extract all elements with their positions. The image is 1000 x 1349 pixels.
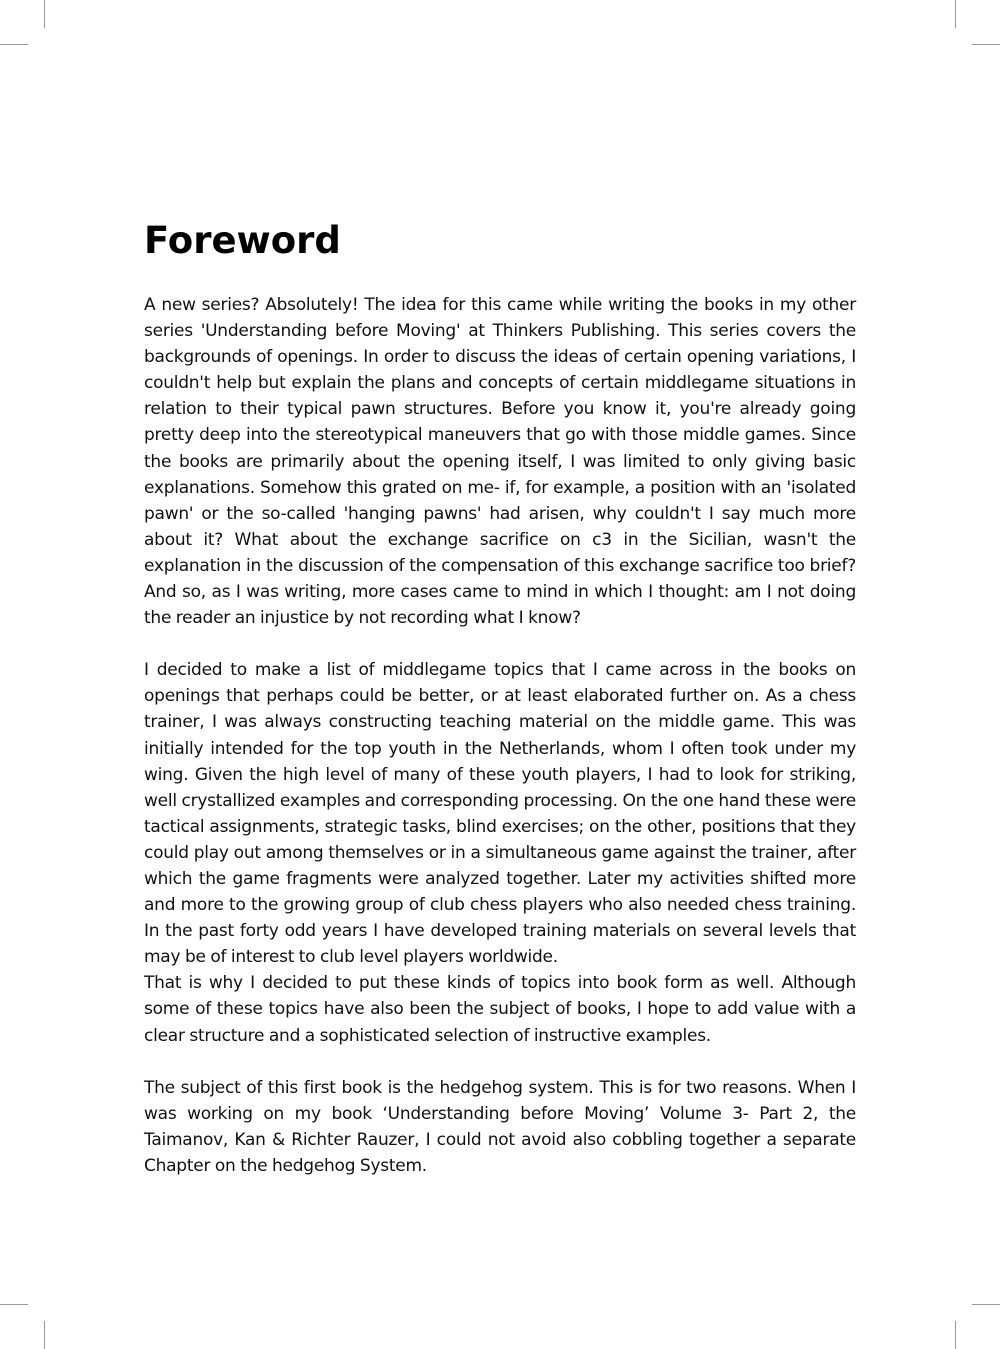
page-title: Foreword bbox=[144, 219, 341, 262]
crop-mark-top-right-horizontal bbox=[972, 44, 1000, 45]
crop-mark-bottom-right-horizontal bbox=[972, 1304, 1000, 1305]
paragraph-1: A new series? Absolutely! The idea for this came while writing the books in my other series 'Understanding before Moving' at Thinkers Publishing. This series covers the backgrounds of openings. In order to discuss the ideas of certain opening variations, I couldn't help but explain the plans and concepts of certain middlegame situations in relation to their typical pawn structures. Before you know it, you're already going pretty deep into the stereotypical maneuvers that go with those middle games. Since the books are primarily about the opening itself, I was limited to only giving basic explanations. Somehow this grated on me- if, for example, a position with an 'isolated pawn' or the so-called 'hanging pawns' had arisen, why couldn't I say much more about it? What about the exchange sacrifice on c3 in the Sicilian, wasn't the explanation in the discussion of the compensation of this exchange sacrifice too brief? And so, as I was writing, more cases came to mind in which I thought: am I not doing the reader an injustice by not recording what I know? bbox=[144, 295, 856, 629]
crop-mark-bottom-left-vertical bbox=[44, 1321, 45, 1349]
crop-mark-top-left-horizontal bbox=[0, 44, 28, 45]
crop-mark-top-right-vertical bbox=[955, 0, 956, 28]
crop-mark-top-left-vertical bbox=[44, 0, 45, 28]
paragraph-3: That is why I decided to put these kinds of topics into book form as well. Although some of these topics have also been the subject of books, I hope to add value with a clear structure and a sophisticated selection of instructive examples. bbox=[144, 973, 856, 1046]
crop-mark-bottom-left-horizontal bbox=[0, 1304, 28, 1305]
paragraph-4: The subject of this first book is the hedgehog system. This is for two reasons. When I was working on my book ‘Understanding before Moving’ Volume 3- Part 2, the Taimanov, Kan & Richter Rauzer, I could not avoid also cobbling together a separate Chapter on the hedgehog System. bbox=[144, 1077, 856, 1176]
crop-mark-bottom-right-vertical bbox=[955, 1321, 956, 1349]
paragraph-2: I decided to make a list of middlegame topics that I came across in the books on openings that perhaps could be better, or at least elaborated further on. As a chess trainer, I was always constructing teaching material on the middle game. This was initially intended for the top youth in the Netherlands, whom I often took under my wing. Given the high level of many of these youth players, I had to look for striking, well crystallized examples and corresponding processing. On the one hand these were tactical assignments, strategic tasks, blind exercises; on the other, positions that they could play out among themselves or in a simultaneous game against the trainer, after which the game fragments were analyzed together. Later my activities shifted more and more to the growing group of club chess players who also needed chess training. In the past forty odd years I have developed training materials on several levels that may be of interest to club level players worldwide. bbox=[144, 660, 856, 968]
body-text bbox=[144, 292, 856, 1179]
